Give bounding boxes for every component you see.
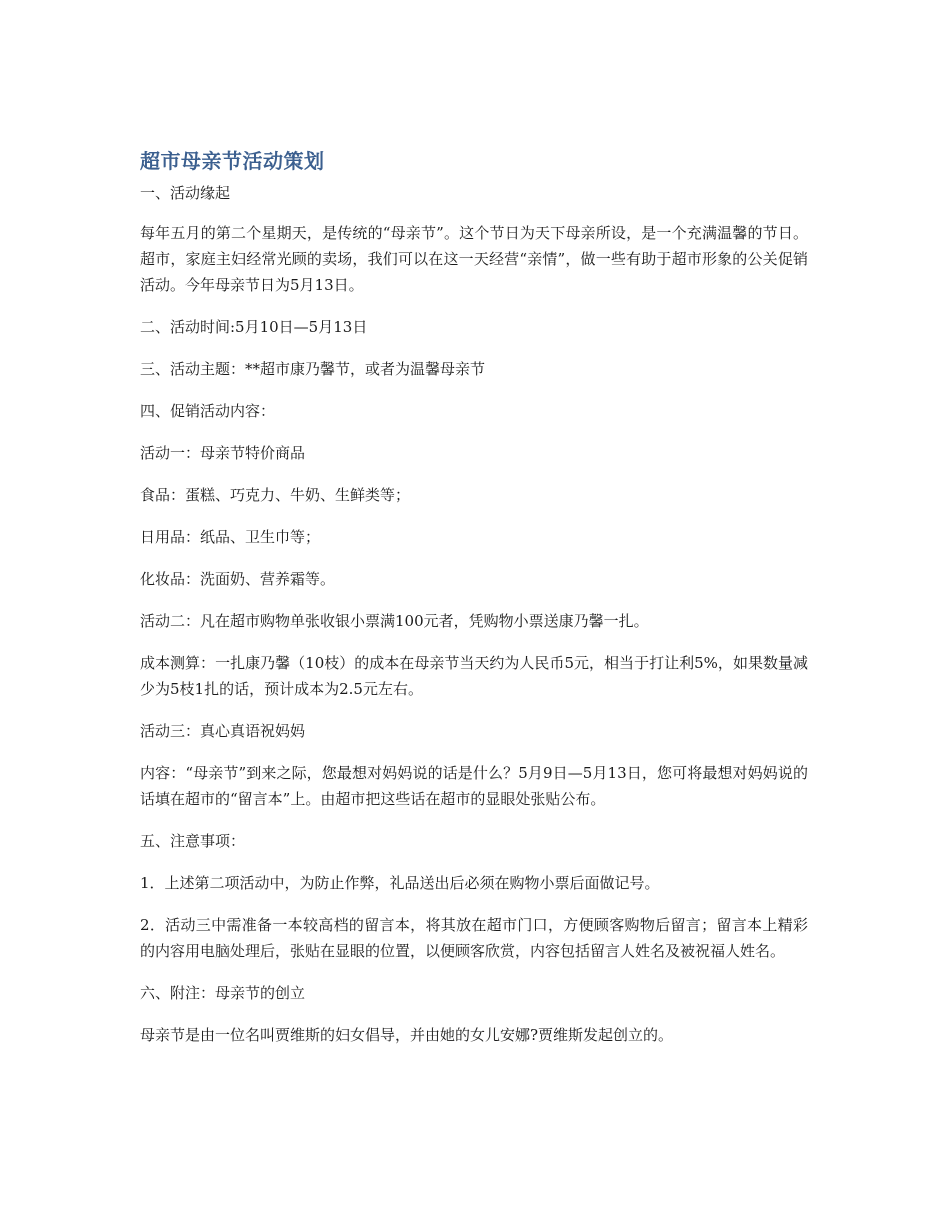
document-title: 超市母亲节活动策划 <box>140 149 325 173</box>
list-item-food: 食品：蛋糕、巧克力、牛奶、生鲜类等； <box>140 486 411 504</box>
activity-one-heading: 活动一：母亲节特价商品 <box>140 444 306 462</box>
section-heading-notes: 五、注意事项： <box>140 832 246 850</box>
note-item-1: 1．上述第二项活动中，为防止作弊，礼品送出后必须在购物小票后面做记号。 <box>140 874 660 892</box>
activity-three-heading: 活动三：真心真语祝妈妈 <box>140 722 306 740</box>
appendix-paragraph: 母亲节是由一位名叫贾维斯的妇女倡导，并由她的女儿安娜?贾维斯发起创立的。 <box>140 1026 674 1044</box>
note-item-2: 2．活动三中需准备一本较高档的留言本，将其放在超市门口，方便顾客购物后留言；留言本上精彩的内容用电脑处理后，张贴在显眼的位置，以便顾客欣赏，内容包括留言人姓名及被祝福人姓名。 <box>140 916 808 960</box>
list-item-daily-goods: 日用品：纸品、卫生巾等； <box>140 528 321 546</box>
cost-estimate-paragraph: 成本测算：一扎康乃馨（10枝）的成本在母亲节当天约为人民币5元，相当于打让利5%，如果数量减少为5枝1扎的话，预计成本为2.5元左右。 <box>140 654 808 698</box>
activity-two-paragraph: 活动二：凡在超市购物单张收银小票满100元者，凭购物小票送康乃馨一扎。 <box>140 612 649 630</box>
section-heading-appendix: 六、附注：母亲节的创立 <box>140 984 306 1002</box>
list-item-cosmetics: 化妆品：洗面奶、营养霜等。 <box>140 570 336 588</box>
section-heading-origin: 一、活动缘起 <box>140 184 231 202</box>
section-heading-content: 四、促销活动内容： <box>140 402 276 420</box>
paragraph-origin: 每年五月的第二个星期天，是传统的“母亲节”。这个节日为天下母亲所设，是一个充满温馨的节日。超市，家庭主妇经常光顾的卖场，我们可以在这一天经营“亲情”，做一些有助于超市形象的公关促销活动。今年母亲节日为5月13日。 <box>140 224 808 294</box>
section-heading-theme: 三、活动主题：**超市康乃馨节，或者为温馨母亲节 <box>140 360 486 378</box>
section-heading-time: 二、活动时间:5月10日—5月13日 <box>140 318 368 336</box>
document-page <box>140 146 808 1064</box>
activity-three-content: 内容：“母亲节”到来之际，您最想对妈妈说的话是什么？5月9日—5月13日，您可将最想对妈妈说的话填在超市的“留言本”上。由超市把这些话在超市的显眼处张贴公布。 <box>140 764 808 808</box>
